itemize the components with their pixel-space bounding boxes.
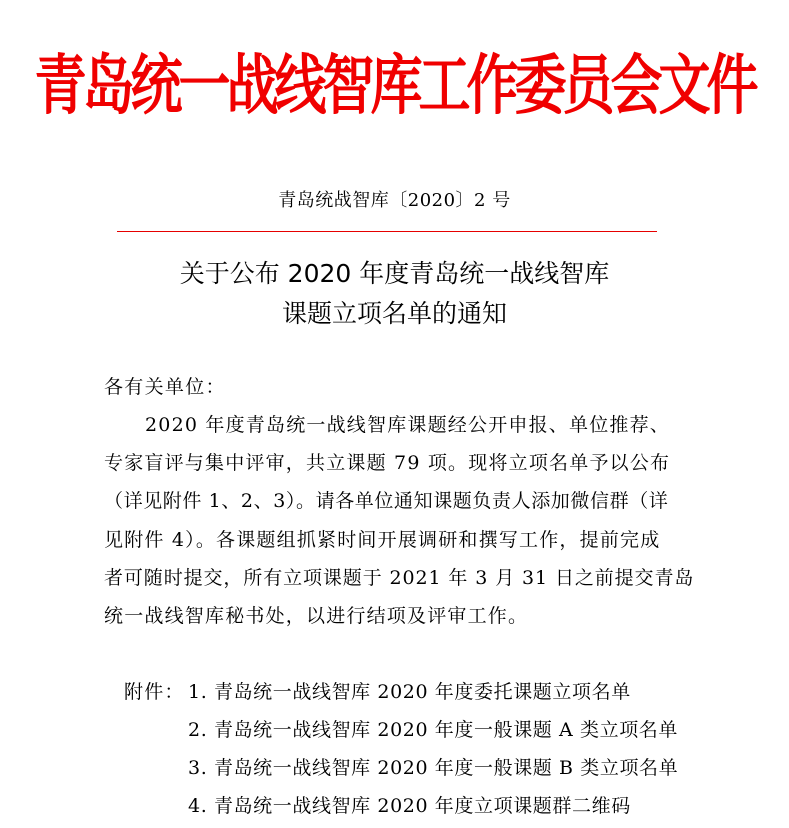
document-masthead: 青岛统一战线智库工作委员会文件 [34,48,755,124]
body-line: 专家盲评与集中评审，共立课题 79 项。现将立项名单予以公布 [104,452,671,474]
body-line: （详见附件 1、2、3）。请各单位通知课题负责人添加微信群（详 [104,490,669,512]
salutation: 各有关单位： [104,376,226,398]
notice-title-line-1: 关于公布 2020 年度青岛统一战线智库 [179,259,610,288]
body-line: 2020 年度青岛统一战线智库课题经公开申报、单位推荐、 [145,414,670,436]
attachments-label: 附件： [124,681,185,703]
attachment-item: 4. 青岛统一战线智库 2020 年度立项课题群二维码 [188,795,631,817]
notice-title-line-2: 课题立项名单的通知 [281,299,507,328]
red-divider-line [117,231,657,232]
attachment-item: 2. 青岛统一战线智库 2020 年度一般课题 A 类立项名单 [188,719,679,741]
body-line: 者可随时提交，所有立项课题于 2021 年 3 月 31 日之前提交青岛 [104,567,695,589]
document-number: 青岛统战智库〔2020〕2 号 [278,190,511,211]
attachment-item: 3. 青岛统一战线智库 2020 年度一般课题 B 类立项名单 [188,757,679,779]
body-line: 见附件 4）。各课题组抓紧时间开展调研和撰写工作，提前完成 [104,529,661,551]
body-line: 统一战线智库秘书处，以进行结项及评审工作。 [104,605,529,627]
attachment-item: 1. 青岛统一战线智库 2020 年度委托课题立项名单 [188,681,631,703]
